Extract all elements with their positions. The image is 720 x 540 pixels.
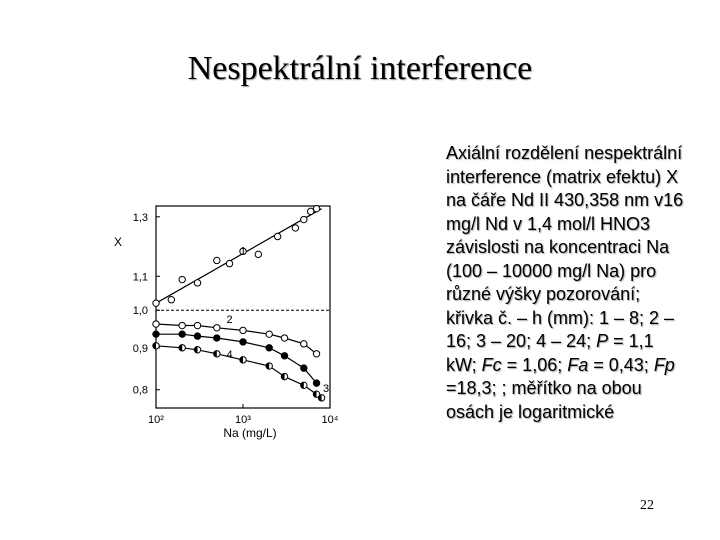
data-point bbox=[255, 251, 261, 257]
data-point bbox=[240, 327, 246, 333]
y-tick-label: 0,8 bbox=[132, 384, 148, 397]
slide-title: Nespektrální interference bbox=[187, 50, 533, 87]
data-point bbox=[214, 335, 220, 341]
description-run: = 1,06; bbox=[501, 354, 568, 375]
page-number: 22 bbox=[640, 498, 654, 513]
data-point bbox=[281, 353, 287, 359]
description-run: = 0,43; bbox=[588, 354, 654, 375]
data-point bbox=[240, 339, 246, 345]
data-point bbox=[318, 395, 324, 401]
data-point bbox=[168, 297, 174, 303]
data-point bbox=[214, 325, 220, 331]
series-group bbox=[153, 205, 325, 401]
data-point bbox=[301, 216, 307, 222]
series-label-4: 4 bbox=[226, 348, 233, 361]
description-run: Axiální rozdělení nespektrální interference (matrix efektu) X na čáře Nd II 430,358 nm v16 mg/l Nd v 1,4 mol/l HNO3 závislosti na koncentraci Na (100 – 10000 mg/l Na) pro různé výšky pozorování; křivka č. – h (mm): 1 – 8; 2 – 16; 3 – 20; 4 – 24; bbox=[446, 143, 684, 351]
data-point bbox=[179, 331, 185, 337]
description-italic-run: Fp bbox=[653, 354, 675, 375]
x-tick-label: 10⁴ bbox=[321, 414, 339, 426]
plot-area bbox=[156, 206, 330, 408]
data-point bbox=[194, 322, 200, 328]
series-1-fit-line bbox=[156, 209, 322, 304]
description-italic-run: Fa bbox=[567, 354, 589, 375]
data-point bbox=[153, 331, 159, 337]
series-3 bbox=[153, 343, 325, 401]
data-point bbox=[153, 300, 159, 306]
series-2 bbox=[153, 321, 320, 357]
data-point bbox=[153, 343, 159, 349]
series-label-1: 1 bbox=[239, 245, 247, 258]
x-tick-label: 10³ bbox=[235, 414, 251, 426]
chart bbox=[100, 200, 340, 440]
data-point bbox=[281, 335, 287, 341]
data-point bbox=[301, 365, 307, 371]
y-tick-label: 1,1 bbox=[132, 271, 148, 284]
description-run: =18,3; ; měřítko na obou osách je logaritmické bbox=[446, 378, 642, 422]
data-point bbox=[313, 351, 319, 357]
description-run: = 1,1 kW; bbox=[446, 331, 654, 375]
data-point bbox=[266, 345, 272, 351]
series-3-curve bbox=[156, 346, 322, 398]
y-tick-label: 0,9 bbox=[132, 342, 148, 355]
data-point bbox=[240, 357, 246, 363]
x-axis-label: Na (mg/L) bbox=[223, 426, 277, 440]
plot-frame bbox=[156, 206, 330, 408]
data-point bbox=[281, 373, 287, 379]
series-label-3: 3 bbox=[322, 382, 330, 395]
data-point bbox=[179, 345, 185, 351]
data-point bbox=[153, 321, 159, 327]
description-text bbox=[446, 142, 686, 424]
data-point bbox=[214, 257, 220, 263]
y-tick-label: 1,0 bbox=[132, 305, 148, 318]
data-point bbox=[313, 205, 319, 211]
y-axis-label: X bbox=[113, 235, 123, 249]
data-point bbox=[214, 351, 220, 357]
data-point bbox=[292, 225, 298, 231]
series-1 bbox=[153, 205, 322, 306]
data-point bbox=[179, 276, 185, 282]
data-point bbox=[266, 331, 272, 337]
data-point bbox=[274, 233, 280, 239]
x-tick-label: 10² bbox=[148, 414, 164, 426]
x-axis bbox=[148, 404, 339, 426]
data-point bbox=[301, 382, 307, 388]
y-tick-label: 1,3 bbox=[132, 211, 148, 224]
data-point bbox=[194, 347, 200, 353]
data-point bbox=[313, 380, 319, 386]
data-point bbox=[179, 322, 185, 328]
data-point bbox=[194, 280, 200, 286]
description-italic-run: Fc bbox=[481, 354, 502, 375]
data-point bbox=[266, 363, 272, 369]
data-point bbox=[301, 341, 307, 347]
description-italic-run: P bbox=[596, 331, 609, 351]
series-label-2: 2 bbox=[226, 313, 233, 326]
data-point bbox=[226, 260, 232, 266]
data-point bbox=[194, 333, 200, 339]
